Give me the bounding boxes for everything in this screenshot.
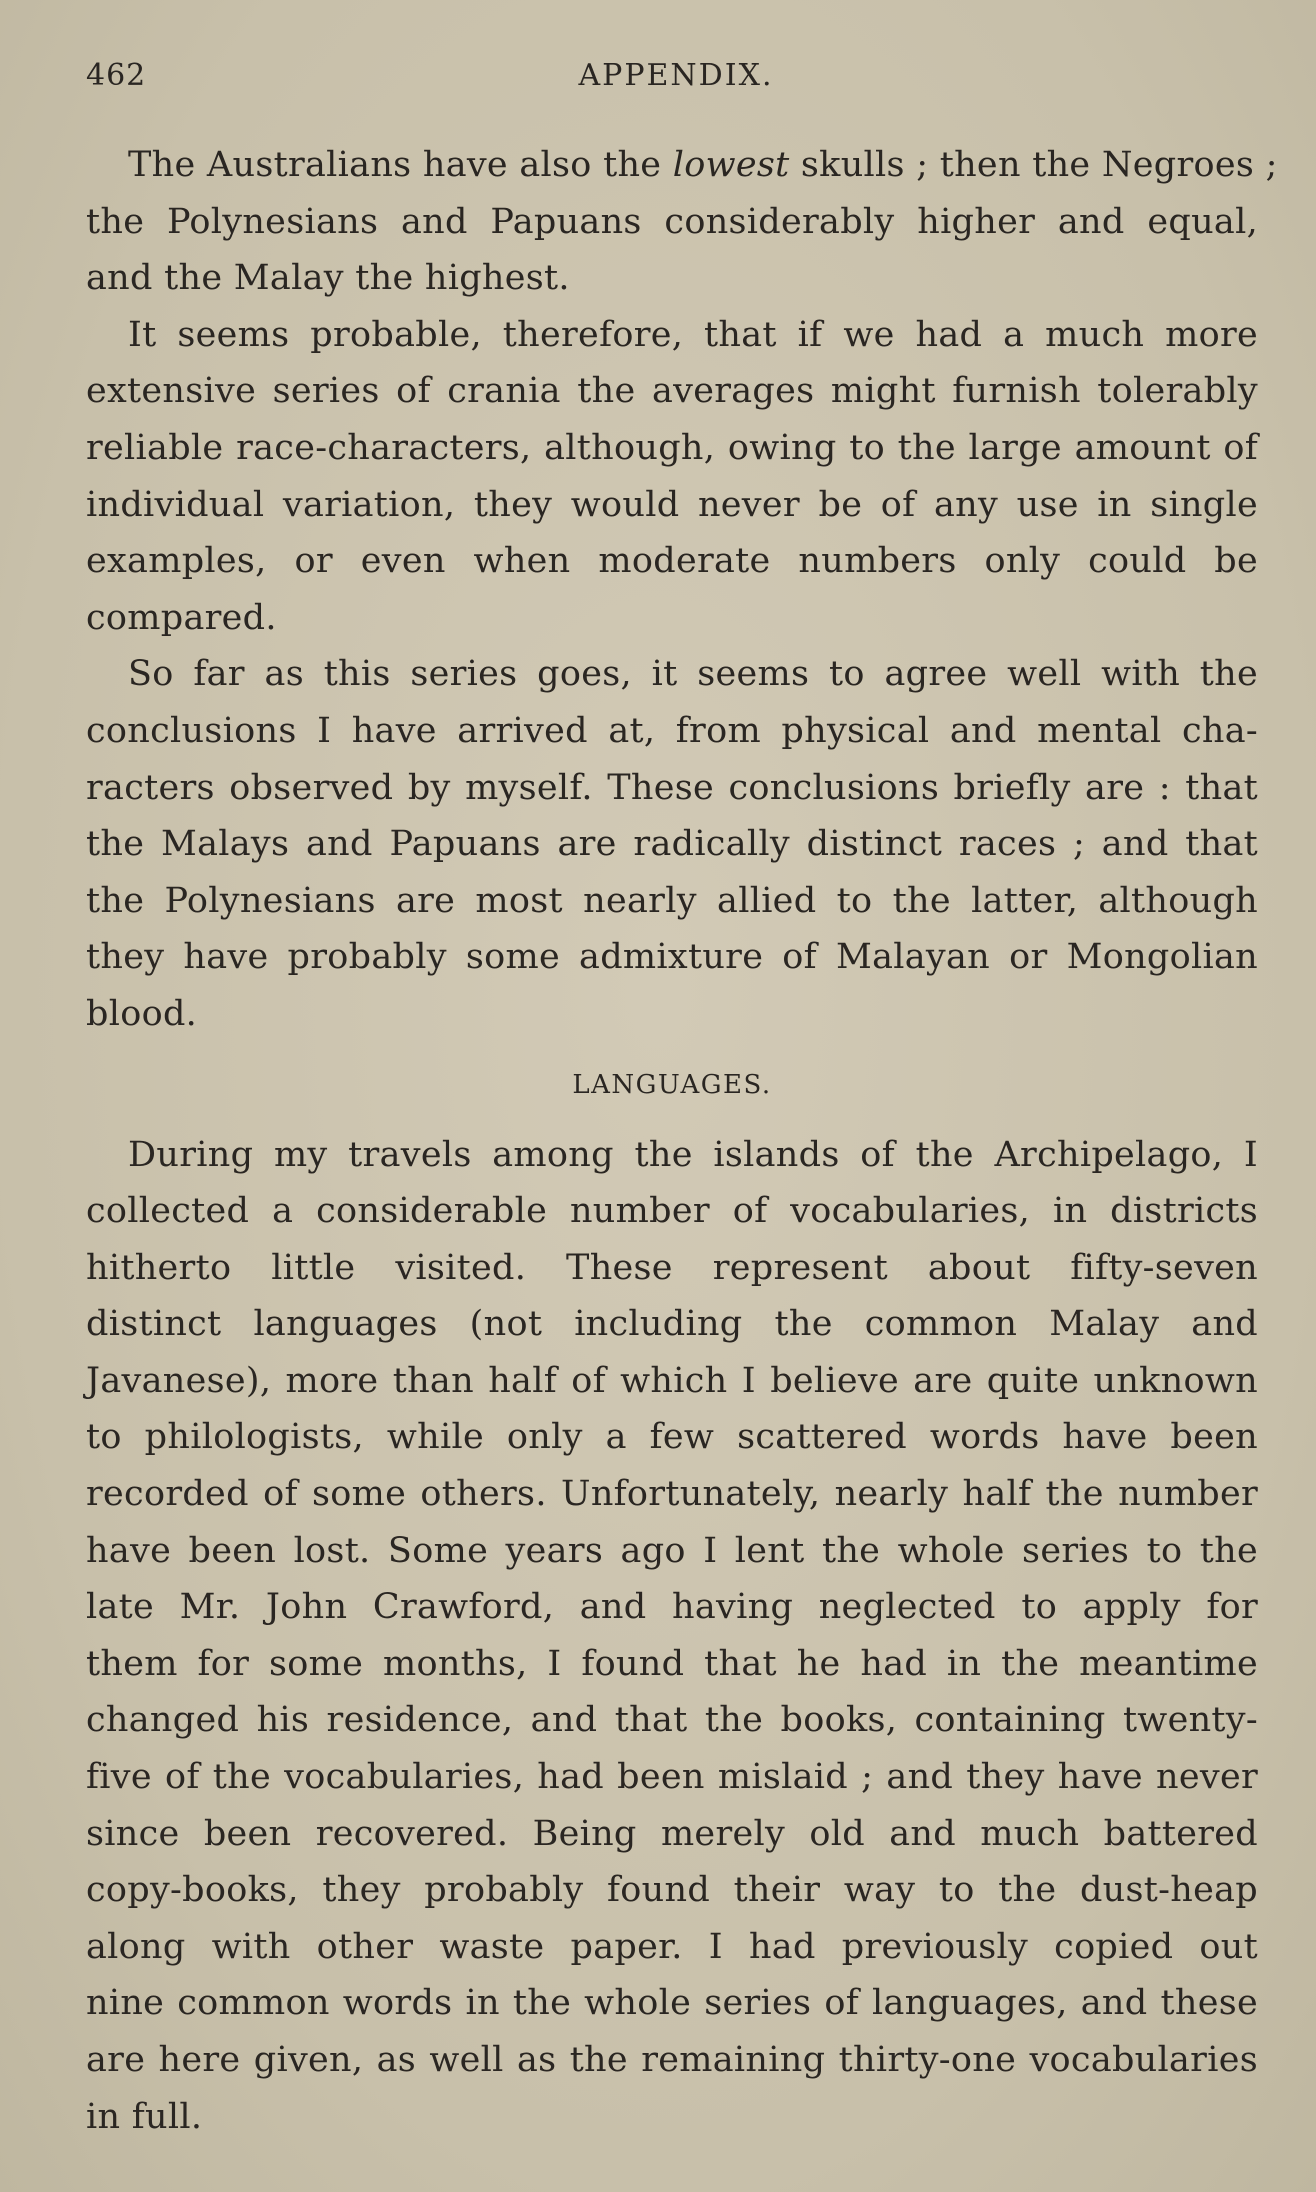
- text-line: conclusions I have arrived at, from physical and mental cha-: [86, 710, 1258, 751]
- text-line: examples, or even when moderate numbers only could be: [86, 541, 1258, 582]
- text-line: compared.: [86, 597, 277, 638]
- text-line: The Australians have also the lowest skulls ; then the Negroes ;: [128, 145, 1278, 185]
- text-line: late Mr. John Crawford, and having neglected to apply for: [86, 1587, 1258, 1628]
- running-title: APPENDIX.: [578, 58, 774, 93]
- text-line: and the Malay the highest.: [86, 258, 570, 299]
- text-line: the Polynesians and Papuans considerably higher and equal,: [86, 201, 1258, 242]
- text-line: since been recovered. Being merely old and much battered: [86, 1813, 1258, 1854]
- text-line: distinct languages (not including the common Malay and: [86, 1304, 1258, 1345]
- text-line: in full.: [86, 2096, 203, 2137]
- text-line: changed his residence, and that the books, containing twenty-: [86, 1700, 1258, 1741]
- text-line: copy-books, they probably found their way to the dust-heap: [86, 1870, 1258, 1911]
- text-line: they have probably some admixture of Malayan or Mongolian: [86, 937, 1258, 978]
- text-line: blood.: [86, 993, 198, 1034]
- text-line: hitherto little visited. These represent about fifty-seven: [86, 1247, 1258, 1288]
- page-body: [86, 137, 1278, 2145]
- emphasis-lowest: lowest: [672, 145, 790, 185]
- text-line: to philologists, while only a few scattered words have been: [86, 1417, 1258, 1458]
- text-line: are here given, as well as the remaining thirty-one vocabularies: [86, 2040, 1258, 2080]
- text-line: So far as this series goes, it seems to agree well with the: [128, 654, 1258, 695]
- paragraph-languages: [86, 1127, 1258, 2146]
- text-line: have been lost. Some years ago I lent the whole series to the: [86, 1530, 1258, 1571]
- text-line: individual variation, they would never be of any use in single: [86, 484, 1258, 525]
- paragraph-crania: [86, 307, 1258, 647]
- text-line: racters observed by myself. These conclusions briefly are : that: [86, 767, 1258, 808]
- text-line: Javanese), more than half of which I believe are quite unknown: [86, 1360, 1258, 1401]
- text-line: recorded of some others. Unfortunately, nearly half the number: [86, 1474, 1258, 1515]
- text-line: the Polynesians are most nearly allied to the latter, although: [86, 880, 1258, 921]
- text-line: the Malays and Papuans are radically distinct races ; and that: [86, 824, 1258, 865]
- text-line: extensive series of crania the averages might furnish tolerably: [86, 371, 1258, 412]
- text-line: five of the vocabularies, had been mislaid ; and they have never: [86, 1757, 1258, 1798]
- text-line: along with other waste paper. I had previously copied out: [86, 1926, 1258, 1967]
- text-line: collected a considerable number of vocabularies, in districts: [86, 1191, 1258, 1232]
- page-number: 462: [86, 58, 147, 93]
- paragraph-conclusions: [86, 646, 1258, 1042]
- text-line: It seems probable, therefore, that if we had a much more: [128, 314, 1258, 355]
- section-heading-languages: LANGUAGES.: [572, 1069, 772, 1100]
- text-line: nine common words in the whole series of languages, and these: [86, 1983, 1258, 2024]
- text-line: reliable race-characters, although, owing to the large amount of: [86, 427, 1258, 468]
- text-line: During my travels among the islands of the Archipelago, I: [128, 1134, 1258, 1175]
- paragraph-skulls: [86, 137, 1278, 307]
- running-head: [86, 58, 1266, 98]
- text-line: them for some months, I found that he had in the meantime: [86, 1643, 1258, 1684]
